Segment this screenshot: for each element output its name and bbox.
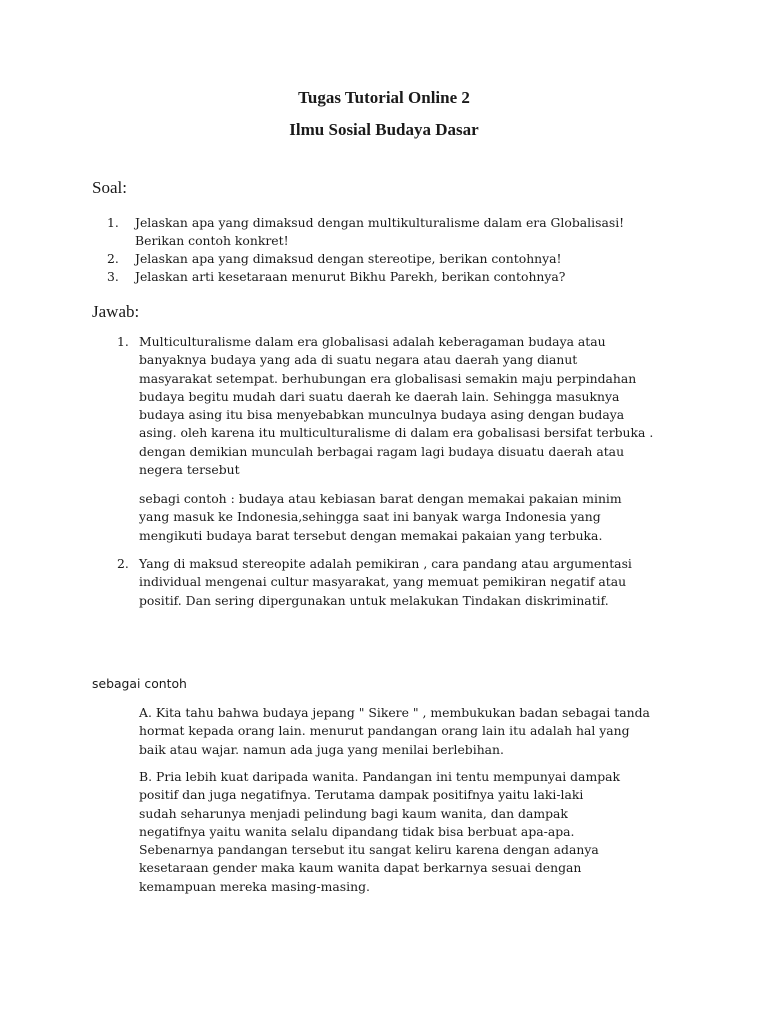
question-item [107,268,707,286]
question-item [107,214,707,250]
answer-number: 1. [117,334,129,349]
example-label: sebagai contoh [92,676,187,691]
question-text: Jelaskan apa yang dimaksud dengan stereotipe, berikan contohnya! [135,251,562,266]
answers-heading: Jawab: [92,302,140,321]
answer-number: 2. [117,556,129,571]
question-number: 1. [107,215,119,230]
questions-heading: Soal: [92,178,127,197]
answer-text: Yang di maksud stereopite adalah pemikiran , cara pandang atau argumentasi individual mengenai cultur masyarakat, yang memuat pemikiran negatif atau positif. Dan sering dipergunakan untuk melakukan Tindakan diskriminatif. [139,556,632,608]
example-paragraph: A. Kita tahu bahwa budaya jepang " Sikere " , membukukan badan sebagai tanda hormat kepada orang lain. menurut pandangan orang lain itu adalah hal yang baik atau wajar. namun ada juga yang menilai berlebihan. [139,705,650,757]
document-subtitle: Ilmu Sosial Budaya Dasar [289,120,479,139]
question-number: 3. [107,269,119,284]
question-text: Jelaskan apa yang dimaksud dengan multikulturalisme dalam era Globalisasi! Berikan contoh konkret! [135,215,625,248]
question-text: Jelaskan arti kesetaraan menurut Bikhu Parekh, berikan contohnya? [135,269,566,284]
question-item [107,250,707,268]
document-title: Tugas Tutorial Online 2 [298,88,470,107]
answer-example: sebagi contoh : budaya atau kebiasan barat dengan memakai pakaian minim yang masuk ke Indonesia,sehingga saat ini banyak warga Indonesia yang mengikuti budaya barat tersebut dengan memakai pakaian yang terbuka. [139,491,622,543]
example-paragraph: B. Pria lebih kuat daripada wanita. Pandangan ini tentu mempunyai dampak positif dan juga negatifnya. Terutama dampak positifnya yaitu laki-laki sudah seharunya menjadi pelindung bagi kaum wanita, dan dampak negatifnya yaitu wanita selalu dipandang tidak bisa berbuat apa-apa. Sebenarnya pandangan tersebut itu sangat keliru karena dengan adanya kesetaraan gender maka kaum wanita dapat berkarnya sesuai dengan kemampuan mereka masing-masing. [139,769,621,894]
answer-text: Multiculturalisme dalam era globalisasi adalah keberagaman budaya atau banyaknya budaya yang ada di suatu negara atau daerah yang dianut masyarakat setempat. berhubungan era globalisasi semakin maju perpindahan budaya begitu mudah dari suatu daerah ke daerah lain. Sehingga masuknya budaya asing itu bisa menyebabkan munculnya budaya asing dengan budaya asing. oleh karena itu multiculturalisme di dalam era gobalisasi bersifat terbuka . dengan demikian munculah berbagai ragam lagi budaya disuatu daerah atau negera tersebut [139,334,654,478]
questions-list [107,214,707,286]
question-number: 2. [107,251,119,266]
